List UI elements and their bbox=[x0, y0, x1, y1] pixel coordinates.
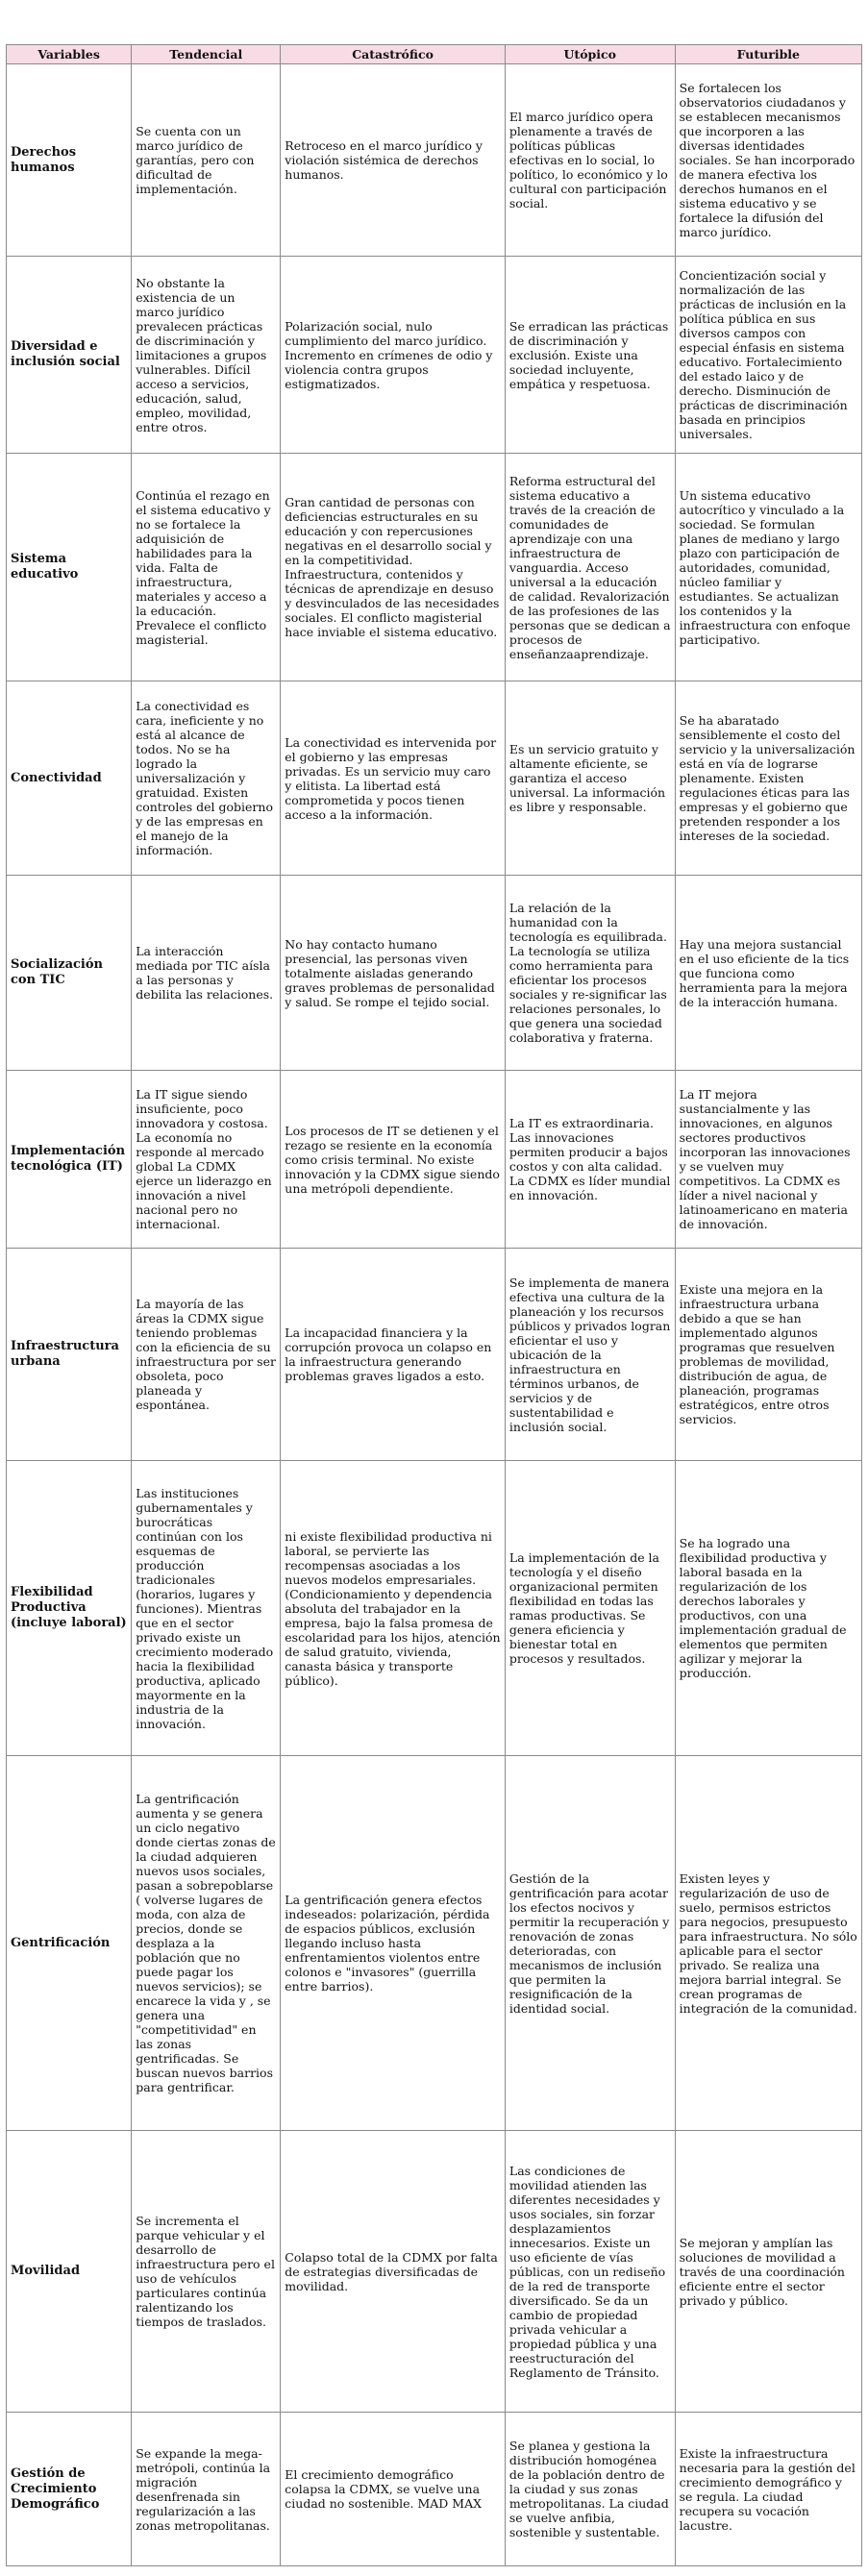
cell-futurible: Existen leyes y regularización de uso de suelo, permisos estrictos para negocios, presupuesto para infraestructura. No sólo aplicable para el sector privado. Se realiza una mejora barrial integral. Se crean programas de integración de la comunidad. bbox=[675, 1756, 861, 2131]
table-row bbox=[7, 64, 862, 257]
row-variable-label: Gentrificación bbox=[7, 1756, 132, 2131]
cell-catastrofico: Los procesos de IT se detienen y el rezago se resiente en la economía como crisis terminal. No existe innovación y la CDMX sigue siendo una metrópoli dependiente. bbox=[281, 1071, 506, 1249]
cell-tendencial: La mayoría de las áreas la CDMX sigue teniendo problemas con la eficiencia de su infraestructura por ser obsoleta, poco planeada y espontánea. bbox=[132, 1249, 281, 1461]
cell-catastrofico: Gran cantidad de personas con deficiencias estructurales en su educación y con repercusiones negativas en el desarrollo social y en la competitividad. Infraestructura, contenidos y técnicas de aprendizaje en desuso y desvinculados de las necesidades sociales. El conflicto magisterial hace inviable el sistema educativo. bbox=[281, 454, 506, 681]
row-variable-label: Sistema educativo bbox=[7, 454, 132, 681]
cell-futurible: Se fortalecen los observatorios ciudadanos y se establecen mecanismos que incorporen a las diversas identidades sociales. Se han incorporado de manera efectiva los derechos humanos en el sistema educativo y se fortalece la difusión del marco jurídico. bbox=[675, 64, 861, 257]
cell-tendencial: Las instituciones gubernamentales y burocráticas continúan con los esquemas de producción tradicionales (horarios, lugares y funciones). Mientras que en el sector privado existe un crecimiento moderado hacia la flexibilidad productiva, aplicado mayormente en la industria de la innovación. bbox=[132, 1461, 281, 1756]
cell-catastrofico: La incapacidad financiera y la corrupción provoca un colapso en la infraestructura generando problemas graves ligados a esto. bbox=[281, 1249, 506, 1461]
row-variable-label: Gestión de Crecimiento Demográfico bbox=[7, 2413, 132, 2566]
cell-utopico: Se implementa de manera efectiva una cultura de la planeación y los recursos públicos y privados logran eficientar el uso y ubicación de la infraestructura en términos urbanos, de servicios y de sustentabilidad e inclusión social. bbox=[505, 1249, 675, 1461]
cell-utopico: Reforma estructural del sistema educativo a través de la creación de comunidades de aprendizaje con una infraestructura de vanguardia. Acceso universal a la educación de calidad. Revalorización de las profesiones de las personas que se dedican a procesos de enseñanzaaprendizaje. bbox=[505, 454, 675, 681]
cell-tendencial: Se expande la mega-metrópoli, continúa la migración desenfrenada sin regularización a las zonas metropolitanas. bbox=[132, 2413, 281, 2566]
table-row bbox=[7, 454, 862, 681]
cell-tendencial: Continúa el rezago en el sistema educativo y no se fortalece la adquisición de habilidades para la vida. Falta de infraestructura, materiales y acceso a la educación. Prevalece el conflicto magisterial. bbox=[132, 454, 281, 681]
cell-utopico: Se planea y gestiona la distribución homogénea de la población dentro de la ciudad y sus zonas metropolitanas. La ciudad se vuelve anfibia, sostenible y sustentable. bbox=[505, 2413, 675, 2566]
table-row bbox=[7, 2131, 862, 2413]
cell-utopico: Es un servicio gratuito y altamente eficiente, se garantiza el acceso universal. La información es libre y responsable. bbox=[505, 681, 675, 876]
cell-futurible: Se ha abaratado sensiblemente el costo del servicio y la universalización está en vía de lograrse plenamente. Existen regulaciones éticas para las empresas y el gobierno que pretenden responder a los intereses de la sociedad. bbox=[675, 681, 861, 876]
row-variable-label: Infraestructura urbana bbox=[7, 1249, 132, 1461]
table-row bbox=[7, 2413, 862, 2566]
column-header-futurible: Futurible bbox=[675, 45, 861, 64]
cell-catastrofico: Colapso total de la CDMX por falta de estrategias diversificadas de movilidad. bbox=[281, 2131, 506, 2413]
cell-utopico: Las condiciones de movilidad atienden las diferentes necesidades y usos sociales, sin forzar desplazamientos innecesarios. Existe un uso eficiente de vías públicas, con un rediseño de la red de transporte diversificado. Se da un cambio de propiedad privada vehicular a propiedad pública y una reestructuración del Reglamento de Tránsito. bbox=[505, 2131, 675, 2413]
cell-utopico: Gestión de la gentrificación para acotar los efectos nocivos y permitir la recuperación y renovación de zonas deterioradas, con mecanismos de inclusión que permiten la resignificación de la identidad social. bbox=[505, 1756, 675, 2131]
cell-catastrofico: El crecimiento demográfico colapsa la CDMX, se vuelve una ciudad no sostenible. MAD MAX bbox=[281, 2413, 506, 2566]
cell-utopico: La implementación de la tecnología y el diseño organizacional permiten flexibilidad en todas las ramas productivas. Se genera eficiencia y bienestar total en procesos y resultados. bbox=[505, 1461, 675, 1756]
scenarios-table bbox=[6, 44, 862, 2566]
row-variable-label: Implementación tecnológica (IT) bbox=[7, 1071, 132, 1249]
table-row bbox=[7, 1071, 862, 1249]
cell-tendencial: La IT sigue siendo insuficiente, poco innovadora y costosa. La economía no responde al mercado global La CDMX ejerce un liderazgo en innovación a nivel nacional pero no internacional. bbox=[132, 1071, 281, 1249]
cell-catastrofico: No hay contacto humano presencial, las personas viven totalmente aisladas generando graves problemas de personalidad y salud. Se rompe el tejido social. bbox=[281, 876, 506, 1071]
table-row bbox=[7, 876, 862, 1071]
cell-futurible: Concientización social y normalización de las prácticas de inclusión en la política pública en sus diversos campos con especial énfasis en sistema educativo. Fortalecimiento del estado laico y de derecho. Disminución de prácticas de discriminación basada en principios universales. bbox=[675, 257, 861, 454]
table-row bbox=[7, 1756, 862, 2131]
cell-futurible: Se mejoran y amplían las soluciones de movilidad a través de una coordinación eficiente entre el sector privado y público. bbox=[675, 2131, 861, 2413]
cell-catastrofico: Polarización social, nulo cumplimiento del marco jurídico. Incremento en crímenes de odio y violencia contra grupos estigmatizados. bbox=[281, 257, 506, 454]
cell-futurible: Existe una mejora en la infraestructura urbana debido a que se han implementado algunos programas que resuelven problemas de movilidad, distribución de agua, de planeación, programas estratégicos, entre otros servicios. bbox=[675, 1249, 861, 1461]
row-variable-label: Derechos humanos bbox=[7, 64, 132, 257]
column-header-utopico: Utópico bbox=[505, 45, 675, 64]
cell-utopico: La IT es extraordinaria. Las innovaciones permiten producir a bajos costos y con alta calidad. La CDMX es líder mundial en innovación. bbox=[505, 1071, 675, 1249]
column-header-variables: Variables bbox=[7, 45, 132, 64]
cell-futurible: La IT mejora sustancialmente y las innovaciones, en algunos sectores productivos incorporan las innovaciones y se vuelven muy competitivos. La CDMX es líder a nivel nacional y latinoamericano en materia de innovación. bbox=[675, 1071, 861, 1249]
cell-futurible: Existe la infraestructura necesaria para la gestión del crecimiento demográfico y se regula. La ciudad recupera su vocación lacustre. bbox=[675, 2413, 861, 2566]
cell-futurible: Se ha logrado una flexibilidad productiva y laboral basada en la regularización de los derechos laborales y productivos, con una implementación gradual de elementos que permiten agilizar y mejorar la producción. bbox=[675, 1461, 861, 1756]
column-header-catastrofico: Catastrófico bbox=[281, 45, 506, 64]
cell-tendencial: La interacción mediada por TIC aísla a las personas y debilita las relaciones. bbox=[132, 876, 281, 1071]
cell-tendencial: Se cuenta con un marco jurídico de garantías, pero con dificultad de implementación. bbox=[132, 64, 281, 257]
cell-tendencial: No obstante la existencia de un marco jurídico prevalecen prácticas de discriminación y limitaciones a grupos vulnerables. Difícil acceso a servicios, educación, salud, empleo, movilidad, entre otros. bbox=[132, 257, 281, 454]
header-row bbox=[7, 45, 862, 64]
row-variable-label: Socialización con TIC bbox=[7, 876, 132, 1071]
cell-catastrofico: Retroceso en el marco jurídico y violación sistémica de derechos humanos. bbox=[281, 64, 506, 257]
row-variable-label: Movilidad bbox=[7, 2131, 132, 2413]
cell-tendencial: La gentrificación aumenta y se genera un ciclo negativo donde ciertas zonas de la ciudad adquieren nuevos usos sociales, pasan a sobrepoblarse ( volverse lugares de moda, con alza de precios, donde se desplaza a la población que no puede pagar los nuevos servicios); se encarece la vida y , se genera una "competitividad" en las zonas gentrificadas. Se buscan nuevos barrios para gentrificar. bbox=[132, 1756, 281, 2131]
cell-utopico: La relación de la humanidad con la tecnología es equilibrada. La tecnología se utiliza como herramienta para eficientar los procesos sociales y re-significar las relaciones personales, lo que genera una sociedad colaborativa y fraterna. bbox=[505, 876, 675, 1071]
cell-catastrofico: ni existe flexibilidad productiva ni laboral, se pervierte las recompensas asociadas a los nuevos modelos empresariales. (Condicionamiento y dependencia absoluta del trabajador en la empresa, bajo la falsa promesa de escolaridad para los hijos, atención de salud gratuito, vivienda, canasta básica y transporte público). bbox=[281, 1461, 506, 1756]
column-header-tendencial: Tendencial bbox=[132, 45, 281, 64]
cell-tendencial: La conectividad es cara, ineficiente y no está al alcance de todos. No se ha logrado la universalización y gratuidad. Existen controles del gobierno y de las empresas en el manejo de la información. bbox=[132, 681, 281, 876]
cell-utopico: El marco jurídico opera plenamente a través de políticas públicas efectivas en lo social, lo político, lo económico y lo cultural con participación social. bbox=[505, 64, 675, 257]
cell-catastrofico: La conectividad es intervenida por el gobierno y las empresas privadas. Es un servicio muy caro y elitista. La libertad está comprometida y pocos tienen acceso a la información. bbox=[281, 681, 506, 876]
table-row bbox=[7, 681, 862, 876]
row-variable-label: Diversidad e inclusión social bbox=[7, 257, 132, 454]
table-row bbox=[7, 1249, 862, 1461]
cell-catastrofico: La gentrificación genera efectos indeseados: polarización, pérdida de espacios públicos, exclusión llegando incluso hasta enfrentamientos violentos entre colonos e "invasores" (guerrilla entre barrios). bbox=[281, 1756, 506, 2131]
cell-futurible: Un sistema educativo autocrítico y vinculado a la sociedad. Se formulan planes de mediano y largo plazo con participación de autoridades, comunidad, núcleo familiar y estudiantes. Se actualizan los contenidos y la infraestructura con enfoque participativo. bbox=[675, 454, 861, 681]
row-variable-label: Conectividad bbox=[7, 681, 132, 876]
cell-utopico: Se erradican las prácticas de discriminación y exclusión. Existe una sociedad incluyente, empática y respetuosa. bbox=[505, 257, 675, 454]
cell-futurible: Hay una mejora sustancial en el uso eficiente de la tics que funciona como herramienta para la mejora de la interacción humana. bbox=[675, 876, 861, 1071]
cell-tendencial: Se incrementa el parque vehicular y el desarrollo de infraestructura pero el uso de vehículos particulares continúa ralentizando los tiempos de traslados. bbox=[132, 2131, 281, 2413]
row-variable-label: Flexibilidad Productiva (incluye laboral) bbox=[7, 1461, 132, 1756]
table-row bbox=[7, 257, 862, 454]
table-row bbox=[7, 1461, 862, 1756]
